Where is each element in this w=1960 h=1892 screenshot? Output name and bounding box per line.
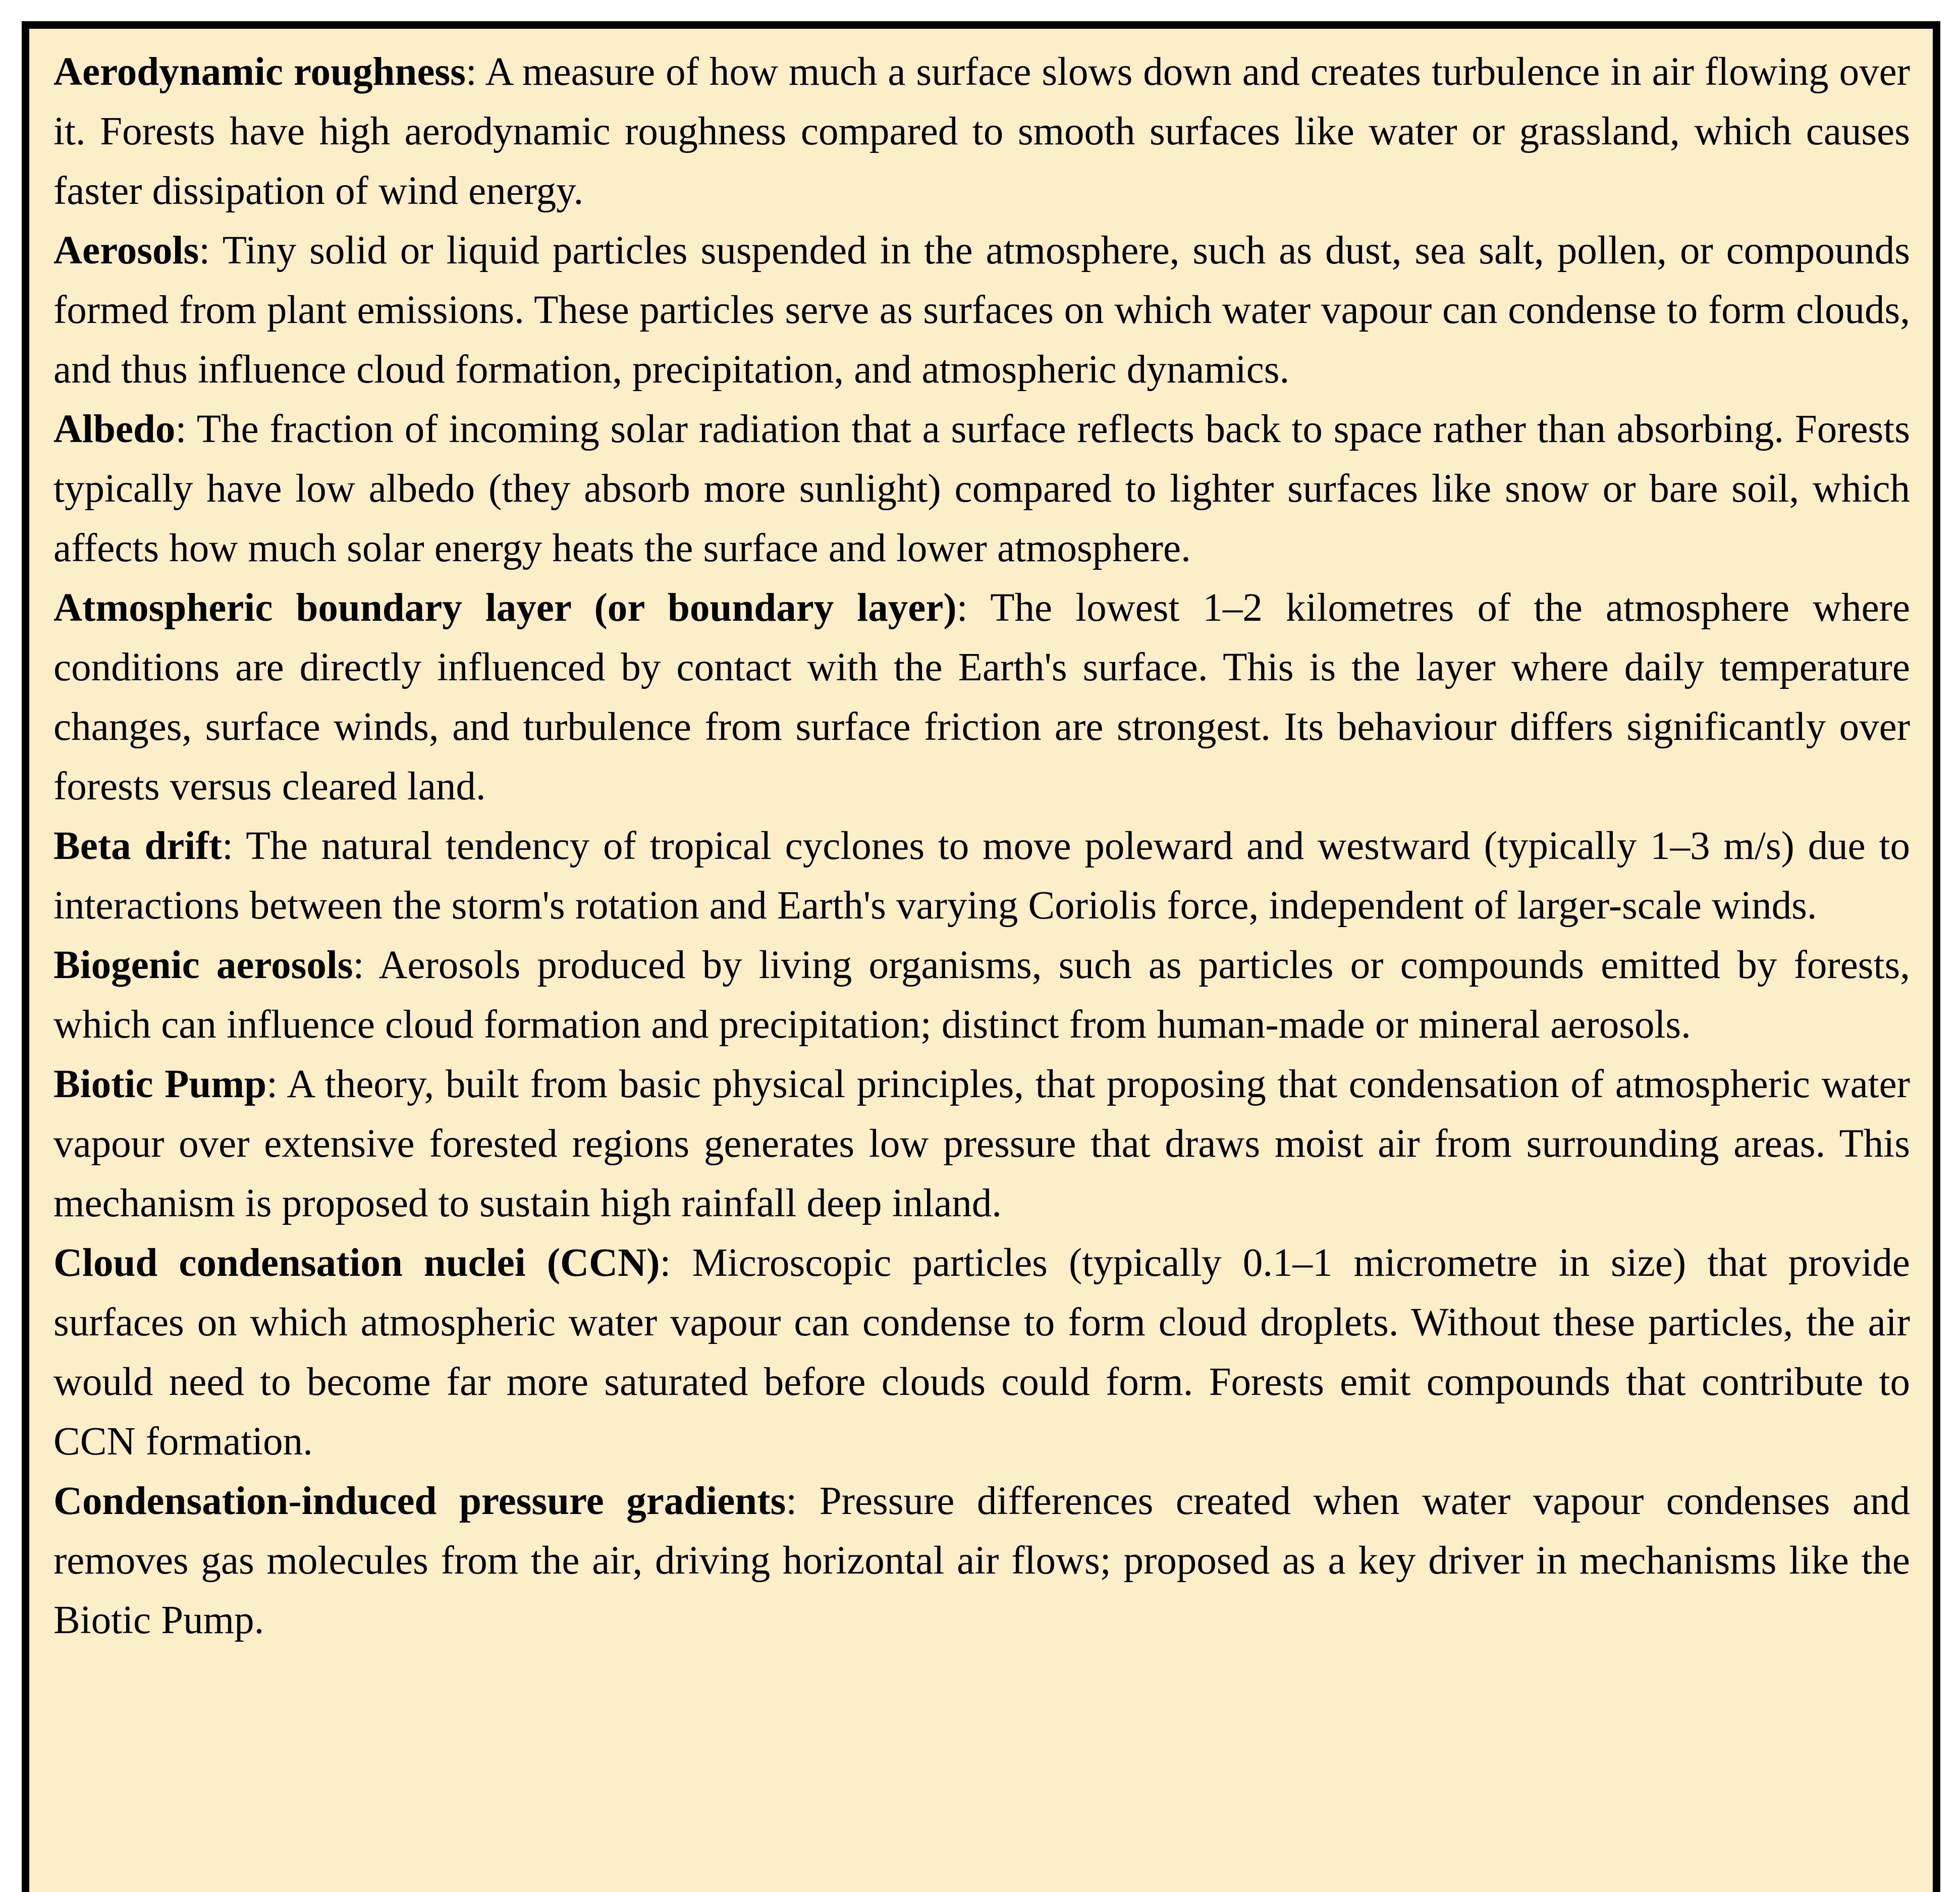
- glossary-term-separator: :: [175, 407, 197, 451]
- glossary-term-separator: :: [465, 50, 485, 94]
- glossary-entry: [53, 936, 1910, 1055]
- glossary-definition: Aerosols produced by living organisms, such as particles or compounds emitted by forests, which can influence cloud formation and precipitation; distinct from human-made or mineral aerosols.: [53, 943, 1910, 1047]
- glossary-entry: [53, 578, 1910, 817]
- glossary-term: Beta drift: [53, 824, 222, 868]
- glossary-term-separator: :: [266, 1062, 287, 1106]
- glossary-definition: The fraction of incoming solar radiation that a surface reflects back to space rather than absorbing. Forests typically have low albedo (they absorb more sunlight) compared to lighter surfaces like snow or bare soil, which affects how much solar energy heats the surface and lower atmosphere.: [53, 407, 1910, 570]
- glossary-entry-list: [29, 29, 1933, 1650]
- glossary-definition: A measure of how much a surface slows down and creates turbulence in air flowing over it. Forests have high aerodynamic roughness compared to smooth surfaces like water or grassland, which causes faster dissipation of wind energy.: [53, 50, 1910, 213]
- glossary-term: Aerosols: [53, 229, 199, 273]
- glossary-term-separator: :: [353, 943, 379, 987]
- glossary-definition: Pressure differences created when water vapour condenses and removes gas molecules from the air, driving horizontal air flows; proposed as a key driver in mechanisms like the Biotic Pump.: [53, 1479, 1910, 1642]
- glossary-term-separator: :: [956, 586, 991, 630]
- glossary-entry: [53, 1472, 1910, 1650]
- glossary-term: Atmospheric boundary layer (or boundary layer): [53, 586, 957, 630]
- glossary-term: Aerodynamic roughness: [53, 50, 466, 94]
- glossary-entry: [53, 42, 1910, 221]
- glossary-term: Condensation-induced pressure gradients: [53, 1479, 786, 1523]
- glossary-entry: [53, 1233, 1910, 1472]
- glossary-term-separator: :: [222, 824, 246, 868]
- glossary-entry: [53, 817, 1910, 936]
- glossary-definition: A theory, built from basic physical principles, that proposing that condensation of atmospheric water vapour over extensive forested regions generates low pressure that draws moist air from surrounding areas. This mechanism is proposed to sustain high rainfall deep inland.: [53, 1062, 1910, 1225]
- glossary-entry: [53, 1055, 1910, 1233]
- glossary-definition: Tiny solid or liquid particles suspended in the atmosphere, such as dust, sea salt, pollen, or compounds formed from plant emissions. These particles serve as surfaces on which water vapour can condense to form clouds, and thus influence cloud formation, precipitation, and atmospheric dynamics.: [53, 229, 1910, 392]
- glossary-term-separator: :: [660, 1241, 692, 1285]
- glossary-definition: The natural tendency of tropical cyclones to move poleward and westward (typically 1–3 m/s) due to interactions between the storm's rotation and Earth's varying Coriolis force, independent of larger-scale winds.: [53, 824, 1910, 928]
- glossary-panel: [22, 21, 1940, 1892]
- glossary-entry: [53, 221, 1910, 400]
- glossary-term: Biotic Pump: [53, 1062, 267, 1106]
- glossary-term: Biogenic aerosols: [53, 943, 353, 987]
- glossary-term: Albedo: [53, 407, 176, 451]
- glossary-term-separator: :: [786, 1479, 820, 1523]
- glossary-definition: The lowest 1–2 kilometres of the atmosphere where conditions are directly influenced by contact with the Earth's surface. This is the layer where daily temperature changes, surface winds, and turbulence from surface friction are strongest. Its behaviour differs significantly over forests versus cleared land.: [53, 586, 1911, 808]
- glossary-term-separator: :: [199, 229, 223, 273]
- glossary-definition: Microscopic particles (typically 0.1–1 micrometre in size) that provide surfaces on which atmospheric water vapour can condense to form cloud droplets. Without these particles, the air would need to become far more saturated before clouds could form. Forests emit compounds that contribute to CCN formation.: [53, 1241, 1910, 1464]
- glossary-entry: [53, 400, 1910, 578]
- glossary-term: Cloud condensation nuclei (CCN): [53, 1241, 660, 1285]
